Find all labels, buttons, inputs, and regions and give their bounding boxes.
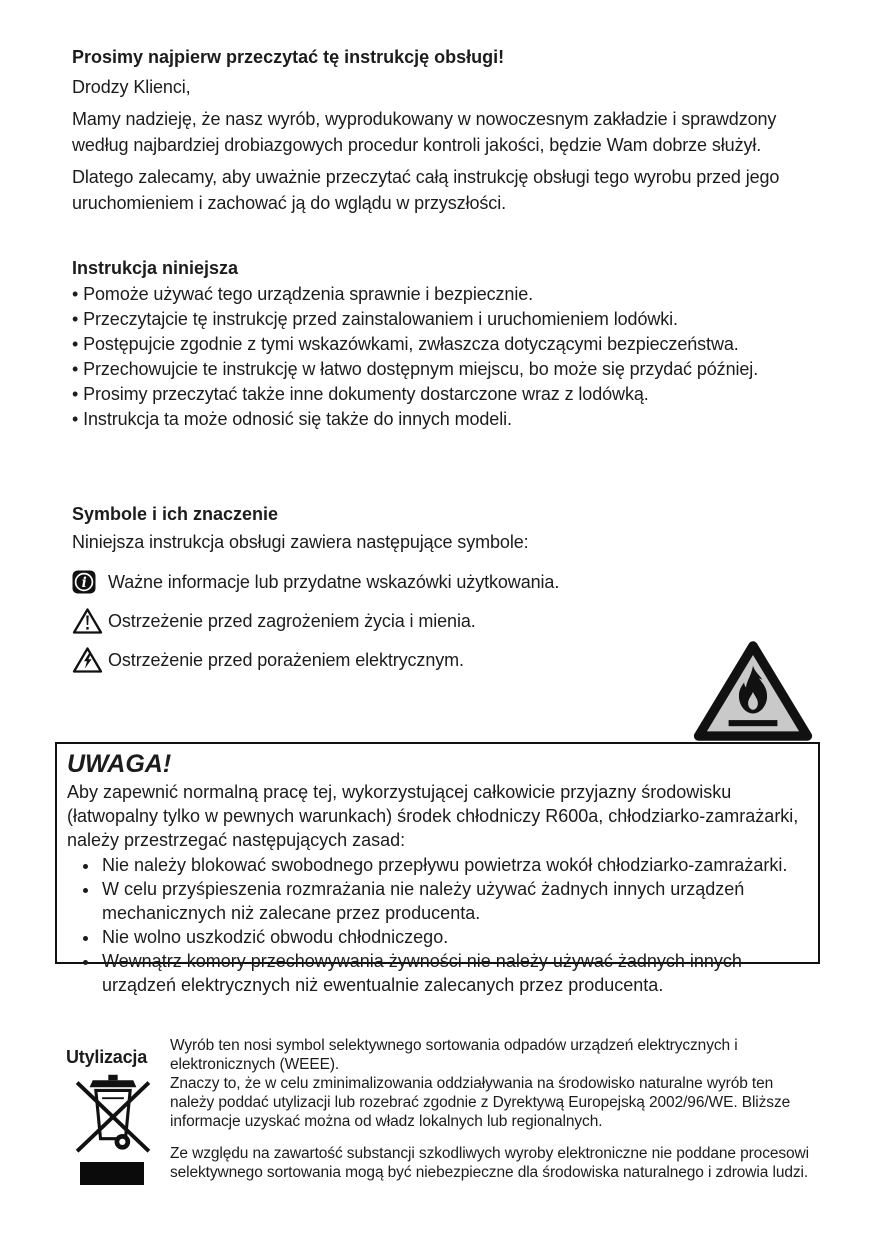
- uwaga-bullet: • Wewnątrz komory przechowywania żywności nie należy używać żadnych innych urządzeń elektrycznych niż ewentualnie zalecanych przez producenta.: [100, 949, 808, 997]
- bullet-line: • Przeczytajcie tę instrukcję przed zainstalowaniem i uruchomieniem lodówki.: [72, 309, 678, 329]
- section-title: Symbole i ich znaczenie: [72, 504, 279, 524]
- disposal-symbol-column: [60, 1036, 168, 1185]
- flammable-warning-icon: [692, 637, 814, 745]
- disposal-paragraph: Ze względu na zawartość substancji szkodliwych wyroby elektroniczne nie poddane procesowi selektywnego sortowania mogą być niebezpieczne dla środowiska naturalnego i zdrowia ludzi.: [170, 1145, 809, 1181]
- symbol-text: Ostrzeżenie przed porażeniem elektrycznym.: [108, 649, 464, 670]
- uwaga-bullet: • W celu przyśpieszenia rozmrażania nie należy używać żadnych innych urządzeń mechanicznych niż zalecane przez producenta.: [100, 877, 808, 925]
- this-manual-section: [72, 256, 814, 432]
- disposal-paragraph: Znaczy to, że w celu zminimalizowania oddziaływania na środowisko naturalne wyrób ten należy poddać utylizacji lub rozebrać zgodnie z Dyrektywą Europejską 2002/96/WE. Bliższe informacje uzyskać można od władz lokalnych lub regionalnych.: [170, 1075, 791, 1130]
- intro-paragraph: Mamy nadzieję, że nasz wyrób, wyprodukowany w nowoczesnym zakładzie i sprawdzony według najbardziej drobiazgowych procedur kontroli jakości, będzie Wam dobrze służył.: [72, 109, 777, 155]
- uwaga-bullet: • Nie wolno uszkodzić obwodu chłodniczego.: [100, 925, 808, 949]
- uwaga-intro: Aby zapewnić normalną pracę tej, wykorzystującej całkowicie przyjazny środowisku (łatwopalny tylko w pewnych warunkach) środek chłodniczy R600a, chłodziarko-zamrażarki, należy przestrzegać następujących zasad:: [67, 782, 799, 850]
- bullet-line: • Instrukcja ta może odnosić się także do innych modeli.: [72, 409, 512, 429]
- section-title: Instrukcja niniejsza: [72, 258, 239, 278]
- info-icon: [72, 570, 108, 594]
- symbol-text: Ważne informacje lub przydatne wskazówki użytkowania.: [108, 571, 560, 592]
- page-title: Prosimy najpierw przeczytać tę instrukcję obsługi!: [72, 47, 505, 67]
- weee-crossed-out-bin-icon: [74, 1070, 168, 1156]
- symbol-row: [72, 567, 814, 597]
- uwaga-bullet-list: [67, 853, 808, 997]
- disposal-text-column: [168, 1036, 816, 1185]
- uwaga-title: UWAGA!: [67, 750, 172, 778]
- bullet-line: • Przechowujcie te instrukcję w łatwo dostępnym miejscu, bo może się przydać później.: [72, 359, 759, 379]
- disposal-section: [60, 1036, 816, 1185]
- bullet-line: • Pomoże używać tego urządzenia sprawnie i bezpiecznie.: [72, 284, 534, 304]
- symbol-text: Ostrzeżenie przed zagrożeniem życia i mienia.: [108, 610, 476, 631]
- weee-black-bar: [80, 1162, 144, 1185]
- symbols-lead: Niniejsza instrukcja obsługi zawiera następujące symbole:: [72, 532, 529, 552]
- symbol-row: [72, 606, 814, 636]
- svg-text:i: i: [81, 575, 87, 591]
- salutation: Drodzy Klienci,: [72, 77, 191, 97]
- warning-icon: [72, 607, 108, 635]
- bullet-line: • Prosimy przeczytać także inne dokumenty dostarczone wraz z lodówką.: [72, 384, 649, 404]
- electric-shock-warning-icon: [72, 646, 108, 674]
- disposal-label: Utylizacja: [66, 1047, 148, 1067]
- uwaga-bullet: • Nie należy blokować swobodnego przepływu powietrza wokół chłodziarko-zamrażarki.: [100, 853, 808, 877]
- uwaga-warning-box: [55, 742, 820, 995]
- disposal-paragraph: Wyrób ten nosi symbol selektywnego sortowania odpadów urządzeń elektrycznych i elektronicznych (WEEE).: [170, 1037, 738, 1073]
- intro-paragraph: Dlatego zalecamy, aby uważnie przeczytać całą instrukcję obsługi tego wyrobu przed jego uruchomieniem i zachować ją do wglądu w przyszłości.: [72, 167, 780, 213]
- bullet-line: • Postępujcie zgodnie z tymi wskazówkami, zwłaszcza dotyczącymi bezpieczeństwa.: [72, 334, 739, 354]
- intro-section: [72, 44, 812, 222]
